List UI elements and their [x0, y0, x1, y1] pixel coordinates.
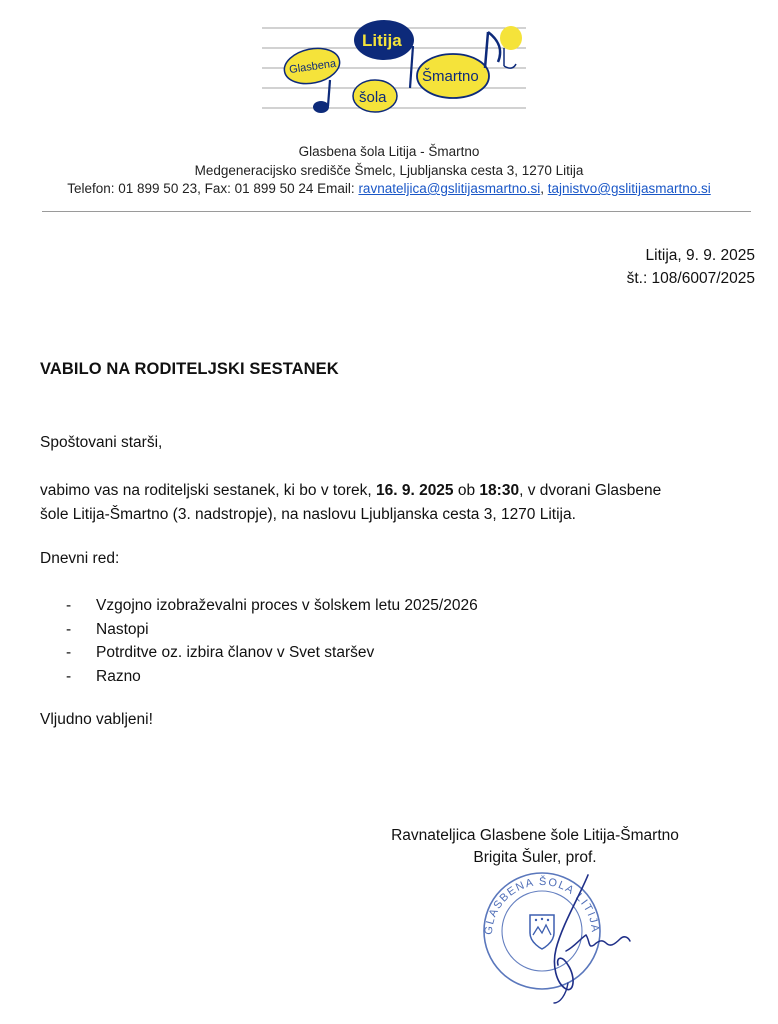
header-divider [42, 211, 751, 212]
agenda-list [66, 594, 478, 688]
agenda-label: Dnevni red: [40, 550, 120, 567]
header-contacts [0, 180, 778, 197]
body-text: , v dvorani Glasbene [519, 482, 662, 499]
agenda-item-text: Potrditve oz. izbira članov v Svet staršev [96, 644, 375, 661]
official-stamp-signature [470, 865, 645, 1005]
logo-word-sola: šola [359, 89, 387, 106]
school-logo [258, 18, 530, 118]
logo-word-smartno: Šmartno [422, 68, 479, 85]
header-address: Medgeneracijsko središče Šmelc, Ljubljanska cesta 3, 1270 Litija [194, 163, 584, 178]
email-link-tajnistvo[interactable]: tajnistvo@gslitijasmartno.si [547, 181, 711, 196]
document-title: VABILO NA RODITELJSKI SESTANEK [40, 360, 339, 378]
body-paragraph [40, 479, 661, 527]
header-school-name: Glasbena šola Litija - Šmartno [298, 144, 480, 159]
list-item: - Vzgojno izobraževalni proces v šolskem letu 2025/2026 [66, 597, 478, 614]
list-item: - Razno [66, 667, 141, 685]
list-item: - Potrditve oz. izbira članov v Svet staršev [66, 644, 375, 661]
document-number: št.: 108/6007/2025 [626, 270, 755, 287]
agenda-item-text: Nastopi [96, 620, 149, 638]
stamp-text: GLASBENA ŠOLA LITIJA [482, 875, 602, 936]
document-date: Litija, 9. 9. 2025 [645, 247, 755, 264]
body-text: ob [453, 482, 480, 499]
meeting-time: 18:30 [479, 482, 520, 499]
email-separator: , [540, 181, 548, 196]
signatory-role: Ravnateljica Glasbene šole Litija-Šmartno [391, 827, 679, 844]
agenda-item-text: Vzgojno izobraževalni proces v šolskem letu 2025/2026 [96, 597, 478, 614]
header-phone-fax: Telefon: 01 899 50 23, Fax: 01 899 50 24 Email: [67, 181, 359, 196]
body-line-1 [40, 479, 661, 503]
greeting: Spoštovani starši, [40, 434, 163, 451]
logo-word-glasbena: Glasbena [288, 57, 337, 77]
signatory-name: Brigita Šuler, prof. [473, 849, 597, 866]
email-link-ravnateljica[interactable]: ravnateljica@gslitijasmartno.si [358, 181, 541, 196]
closing-text: Vljudno vabljeni! [40, 711, 153, 728]
meeting-date: 16. 9. 2025 [375, 482, 454, 499]
list-item: - Nastopi [66, 620, 149, 638]
logo-word-litija: Litija [362, 31, 402, 50]
agenda-item-text: Razno [96, 667, 141, 685]
body-text: vabimo vas na roditeljski sestanek, ki bo v torek, [40, 482, 376, 499]
body-line-2: šole Litija-Šmartno (3. nadstropje), na naslovu Ljubljanska cesta 3, 1270 Litija. [40, 506, 576, 523]
